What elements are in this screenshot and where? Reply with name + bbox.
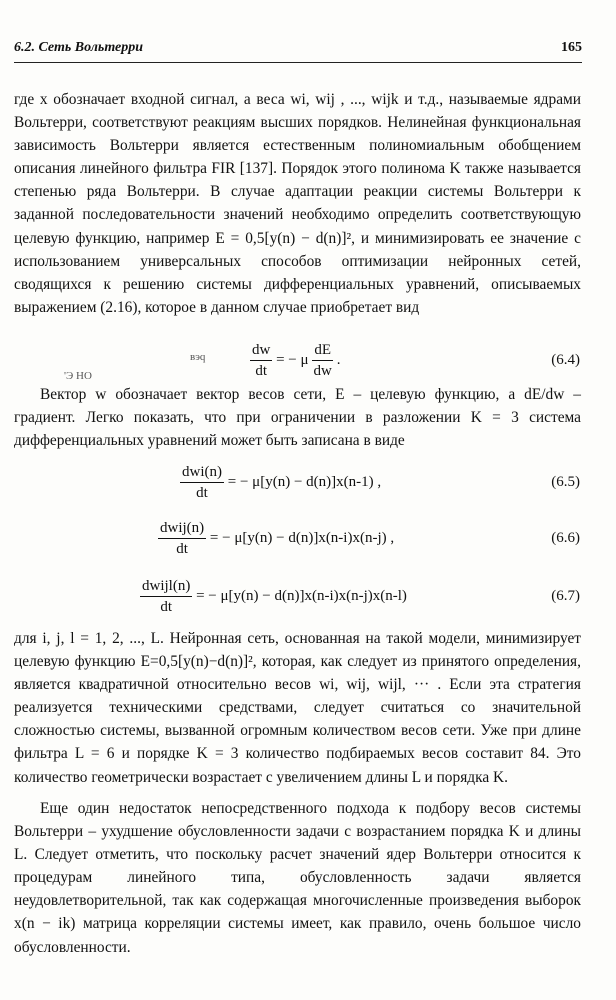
equation-number: (6.4) <box>551 352 580 368</box>
equation-6-7 <box>140 576 580 620</box>
eq-numerator: dw <box>250 340 272 361</box>
eq-rhs-numerator: dE <box>312 340 333 361</box>
eq-rhs: = − μ <box>276 352 309 368</box>
eq-denominator: dt <box>255 363 267 379</box>
eq-rhs: = − μ[y(n) − d(n)]x(n-i)x(n-j) , <box>209 530 395 546</box>
eq-rhs-tail: . <box>336 352 341 368</box>
eq-numerator: dwij(n) <box>158 518 206 539</box>
eq-denominator: dt <box>176 541 188 557</box>
equation-number: (6.6) <box>551 530 580 546</box>
eq-rhs: = − μ[y(n) − d(n)]x(n-i)x(n-j)x(n-l) <box>196 588 407 604</box>
header-rule <box>14 62 582 63</box>
eq-6-4-lhs-fraction <box>250 340 272 381</box>
eq-6-4-rhs-fraction <box>312 340 333 381</box>
equation-number: (6.7) <box>551 588 580 604</box>
paragraph-3: для i, j, l = 1, 2, ..., L. Нейронная сеть, основанная на такой модели, минимизирует целевую функцию E=0,5[y(n)−d(n)]², которая, как следует из принятого определения, является квадратичной относительно весов wi, wij, wijl, ··· . Если эта стратегия реализуется техническими средствами, следует считаться со значительной сложностью системы, вызванной огромным количеством весов сети. Уже при длине фильтра L = 6 и порядке K = 3 количество подбираемых весов составит 84. Это количество геометрически возрастает с увеличением длины L и порядка K. <box>14 630 581 786</box>
paragraph-4: Еще один недостаток непосредственного подхода к подбору весов системы Вольтерри – ухудшение обусловленности задачи с возрастанием порядка K и длины L. Следует отметить, что поскольку расчет значений ядер Вольтерри относится к процедурам линейного типа, обусловленность задачи является неудовлетворительной, так как содержащая многочисленные произведения выборок x(n − ik) матрица корреляции системы имеет, как правило, очень большое число обусловленности. <box>14 800 581 956</box>
equation-6-6 <box>158 518 580 562</box>
eq-denominator: dt <box>196 485 208 501</box>
equation-6-4 <box>250 340 580 384</box>
paragraph-2: Вектор w обозначает вектор весов сети, E – целевую функцию, а dE/dw – градиент. Легко показать, что при ограничении в разложении K = 3 система дифференциальных уравнений может быть записана в виде <box>14 386 581 450</box>
eq-rhs-denominator: dw <box>313 363 332 379</box>
equation-6-5 <box>180 462 580 506</box>
paragraph-1: где x обозначает входной сигнал, а веса wi, wij , ..., wijk и т.д., называемые ядрами Вольтерри, соответствуют реакциям высших порядков. Нелинейная функциональная зависимость Вольтерри является естественным полиномиальным обобщением описания линейного фильтра FIR [137]. Порядок этого полинома K также называется степенью ряда Вольтерри. В случае адаптации реакции системы Вольтерри к заданной последовательности значений необходимо определить соответствующую целевую функцию, например E = 0,5[y(n) − d(n)]², и минимизировать ее значение с использованием универсальных способов оптимизации нейронных сетей, сводящихся к решению системы дифференциальных уравнений, описываемых выражением (2.16), которое в данном случае приобретает вид <box>14 91 581 316</box>
scan-mark-eq: вэq <box>190 351 206 363</box>
equation-number: (6.5) <box>551 474 580 490</box>
chapter-title: 6.2. Сеть Вольтерри <box>14 40 144 55</box>
running-header <box>14 38 582 58</box>
eq-6-7-fraction <box>140 576 192 617</box>
eq-numerator: dwi(n) <box>180 462 224 483</box>
scan-mark-left: 'Э НО <box>64 370 92 382</box>
eq-denominator: dt <box>160 599 172 615</box>
eq-numerator: dwijl(n) <box>140 576 192 597</box>
eq-6-5-fraction <box>180 462 224 503</box>
eq-rhs: = − μ[y(n) − d(n)]x(n-1) , <box>227 474 382 490</box>
page-number: 165 <box>561 40 582 55</box>
eq-6-6-fraction <box>158 518 206 559</box>
